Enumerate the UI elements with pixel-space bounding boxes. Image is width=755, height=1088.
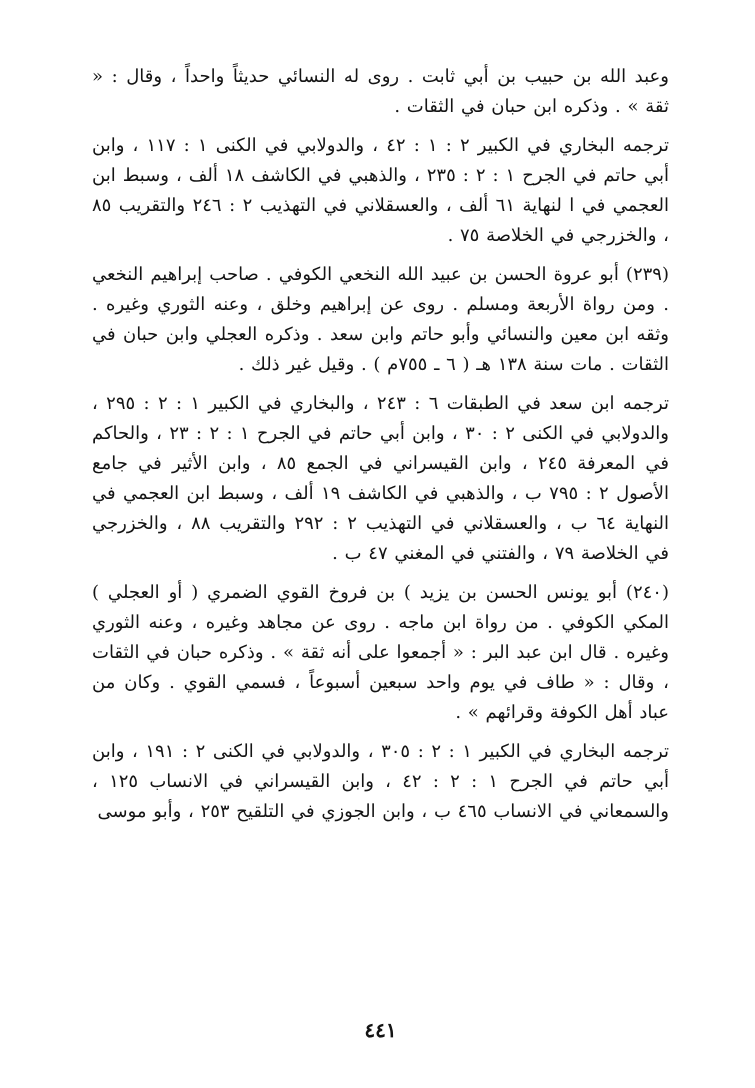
paragraph-entry-240: (٢٤٠) أبو يونس الحسن بن يزيد ) بن فروخ القوي الضمري ( أو العجلي ) المكي الكوفي . من رواة ابن ماجه . روى عن مجاهد وغيره ، وعنه الثوري وغيره . قال ابن عبد البر : « أجمعوا على أنه ثقة » . وذكره حبان في الثقات ، وقال : « طاف في يوم واحد سبعين أسبوعاً ، فسمي القوي . وكان من عباد أهل الكوفة وقرائهم » . — [92, 582, 669, 723]
paragraph-references-1: ترجمه البخاري في الكبير ٢ : ١ : ٤٢ ، والدولابي في الكنى ١ : ١١٧ ، وابن أبي حاتم في الجرح ١ : ٢ : ٢٣٥ ، والذهبي في الكاشف ١٨ ألف ، وسبط ابن العجمي في ا لنهاية ٦١ ألف ، والعسقلاني في التهذيب ٢ : ٢٤٦ والتقريب ٨٥ ، والخزرجي في الخلاصة ٧٥ . — [92, 135, 670, 246]
page-content — [92, 62, 669, 1052]
paragraph-continuation: وعبد الله بن حبيب بن أبي ثابت . روى له النسائي حديثاً واحداً ، وقال : « ثقة » . وذكره ابن حبان في الثقات . — [92, 66, 669, 117]
page-number: ٤٤١ — [364, 1018, 397, 1042]
paragraph-references-239: ترجمه ابن سعد في الطبقات ٦ : ٢٤٣ ، والبخاري في الكبير ١ : ٢ : ٢٩٥ ، والدولابي في الكنى ٢ : ٣٠ ، وابن أبي حاتم في الجرح ١ : ٢ : ٢٣ ، والحاكم في المعرفة ٢٤٥ ، وابن القيسراني في الجمع ٨٥ ، وابن الأثير في جامع الأصول ٢ : ٧٩٥ ب ، والذهبي في الكاشف ١٩ ألف ، وسبط ابن العجمي في النهاية ٦٤ ب ، والعسقلاني في التهذيب ٢ : ٢٩٢ والتقريب ٨٨ ، والخزرجي في الخلاصة ٧٩ ، والفتني في المغني ٤٧ ب . — [92, 393, 669, 564]
paragraph-entry-239: (٢٣٩) أبو عروة الحسن بن عبيد الله النخعي الكوفي . صاحب إبراهيم النخعي . ومن رواة الأربعة ومسلم . روى عن إبراهيم وخلق ، وعنه الثوري وغيره . وثقه ابن معين والنسائي وأبو حاتم وابن سعد . وذكره العجلي وابن حبان في الثقات . مات سنة ١٣٨ هـ ( ٦ ـ ٧٥٥م ) . وقيل غير ذلك . — [92, 264, 669, 375]
paragraph-references-240: ترجمه البخاري في الكبير ١ : ٢ : ٣٠٥ ، والدولابي في الكنى ٢ : ١٩١ ، وابن أبي حاتم في الجرح ١ : ٢ : ٤٢ ، وابن القيسراني في الانساب ١٢٥ ، والسمعاني في الانساب ٤٦٥ ب ، وابن الجوزي في التلقيح ٢٥٣ ، وأبو موسى — [92, 741, 669, 822]
